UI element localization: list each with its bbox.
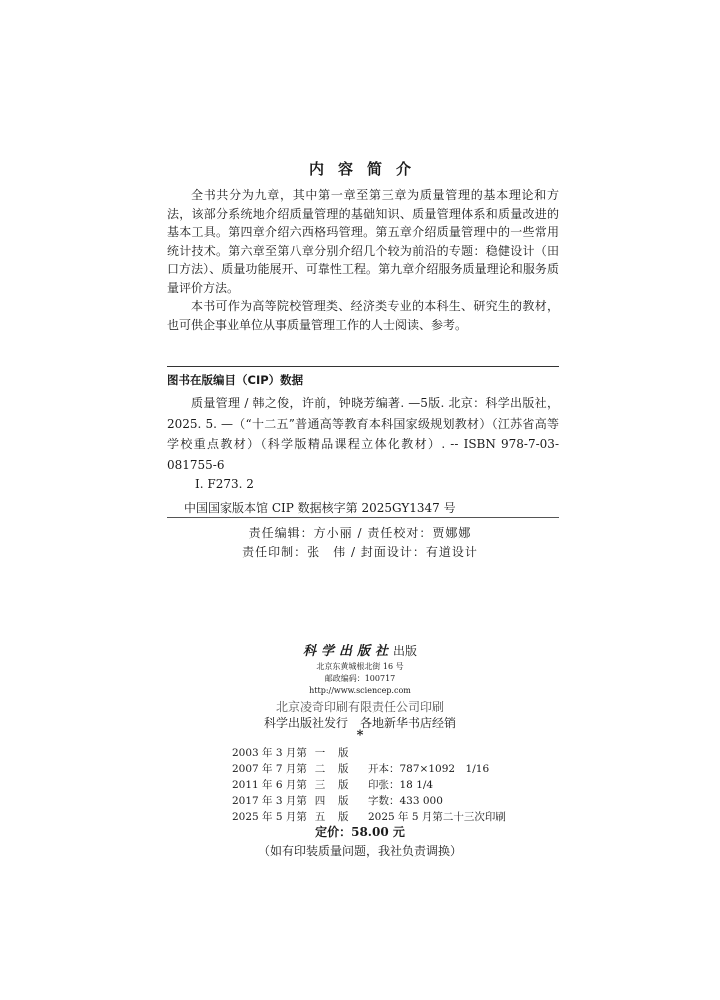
edition-date: 2007 年 7 月第 <box>232 763 307 775</box>
cip-description: 质量管理 / 韩之俊，许前，钟晓芳编著. —5版. 北京：科学出版社，2025. 5. —（“十二五”普通高等教育本科国家级规划教材）（江苏省高等学校重点教材）（科学版精品课程立体化教材）. -- ISBN 978-7-03-081755-6 <box>167 396 559 472</box>
production-credits: 责任印制：张 伟 / 封面设计：有道设计 <box>242 545 478 559</box>
intro-paragraph: 本书可作为高等院校管理类、经济类专业的本科生、研究生的教材，也可供企事业单位从事质量管理工作的人士阅读、参考。 <box>167 299 559 332</box>
price: 定价：58.00 元 <box>315 825 405 839</box>
edition-row <box>232 777 506 793</box>
edition-label: 版 <box>338 795 349 807</box>
distributor-line: 科学出版社发行 各地新华书店经销 <box>263 716 456 730</box>
edition-detail: 2025 年 5 月第二十三次印刷 <box>368 811 506 823</box>
intro-title: 内容简介 <box>308 160 425 178</box>
edition-row <box>232 793 506 809</box>
publisher-address: 北京东黄城根北街 16 号 <box>316 662 404 671</box>
publisher-name: 科学出版社 <box>302 644 393 659</box>
edition-number: 五 <box>314 811 326 823</box>
edition-date: 2017 年 3 月第 <box>232 795 307 807</box>
edition-row <box>232 745 506 761</box>
cip-record-number: 中国国家版本馆 CIP 数据核字第 2025GY1347 号 <box>184 501 456 515</box>
edition-detail: 开本：787×1092 1/16 <box>368 763 490 775</box>
edition-list <box>232 745 506 825</box>
edition-detail: 印张：18 1/4 <box>368 779 434 791</box>
edition-label: 版 <box>338 747 349 759</box>
edition-label: 版 <box>338 811 349 823</box>
edition-detail: 字数：433 000 <box>368 795 443 807</box>
publisher-postcode: 邮政编码：100717 <box>324 674 396 683</box>
cip-bottom-divider <box>167 517 559 518</box>
edition-date: 2025 年 5 月第 <box>232 811 307 823</box>
edition-date: 2011 年 6 月第 <box>232 779 307 791</box>
edition-number: 一 <box>314 747 326 759</box>
edition-number: 四 <box>314 795 326 807</box>
separator-asterisk: * <box>356 728 364 743</box>
publisher-line <box>0 640 720 659</box>
cip-classification: Ⅰ. F273. 2 <box>195 477 254 491</box>
publisher-url: http://www.sciencep.com <box>309 686 411 695</box>
edition-label: 版 <box>338 779 349 791</box>
printer-line: 北京凌奇印刷有限责任公司印刷 <box>275 700 444 714</box>
edition-number: 三 <box>314 779 326 791</box>
edition-row <box>232 761 506 777</box>
edition-label: 版 <box>338 763 349 775</box>
intro-body <box>167 186 559 334</box>
intro-paragraph: 全书共分为九章，其中第一章至第三章为质量管理的基本理论和方法，该部分系统地介绍质量管理的基础知识、质量管理体系和质量改进的基本工具。第四章介绍六西格玛管理。第五章介绍质量管理中的一些常用统计技术。第六章至第八章分别介绍几个较为前沿的专题：稳健设计（田口方法）、质量功能展开、可靠性工程。第九章介绍服务质量理论和服务质量评价方法。 <box>167 188 559 295</box>
cip-heading: 图书在版编目（CIP）数据 <box>167 373 304 387</box>
publisher-suffix: 出版 <box>393 644 418 658</box>
edition-date: 2003 年 3 月第 <box>232 747 307 759</box>
edition-number: 二 <box>314 763 326 775</box>
cip-top-divider <box>167 366 559 367</box>
editor-credits: 责任编辑：方小丽 / 责任校对：贾娜娜 <box>248 526 472 540</box>
quality-notice: （如有印装质量问题，我社负责调换） <box>257 844 462 858</box>
